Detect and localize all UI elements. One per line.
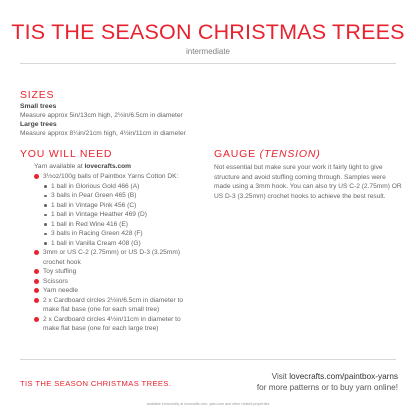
hook-size-line-1: 3mm or US C-2 (2.75mm) or US D-3 (3.25mm) xyxy=(43,249,181,256)
list-item: Yarn needle xyxy=(34,286,234,296)
yarn-color-item: 1 ball in Vanilla Cream 408 (G) xyxy=(43,239,234,249)
hook-size-line-2: crochet hook xyxy=(43,258,81,266)
small-trees-size: Measure approx 5in/13cm high, 2½in/6.5cm in diameter xyxy=(20,112,183,119)
yarn-color-item: 1 ball in Red Wine 416 (E) xyxy=(43,220,234,230)
small-trees-label: Small trees xyxy=(20,103,57,110)
list-item xyxy=(34,172,234,248)
footer-title: TIS THE SEASON CHRISTMAS TREES. xyxy=(20,379,172,388)
gauge-heading xyxy=(214,148,321,160)
yarn-colors-list xyxy=(43,182,234,249)
you-will-need-heading: YOU WILL NEED xyxy=(20,148,113,160)
footer-visit: Visit xyxy=(271,372,290,381)
fine-print: available exclusively at lovecrafts.com, yarn.com and other related properties xyxy=(146,402,270,406)
footer-link[interactable]: lovecrafts.com/paintbox-yarns xyxy=(289,372,398,381)
gauge-text: Not essential but make sure your work it fairly tight to give structure and avoid stuffing coming through. Samples were made using a 3mm hook. You can also try US C-2 (2.75mm) OR US D-3 (3.25mm) crochet hooks to achieve the best result. xyxy=(214,164,402,200)
footer-cta xyxy=(257,372,398,393)
lovecrafts-link[interactable]: lovecrafts.com xyxy=(84,163,132,170)
yarn-color-item: 3 balls in Pear Green 465 (B) xyxy=(43,191,234,201)
difficulty-label: intermediate xyxy=(185,47,231,56)
large-trees-label: Large trees xyxy=(20,121,57,128)
small-circles-line-1: 2 x Cardboard circles 2½in/6.5cm in diameter to xyxy=(43,296,183,304)
top-divider xyxy=(20,63,396,64)
gauge-heading-tension: (TENSION) xyxy=(259,148,321,160)
list-item: Scissors xyxy=(34,277,234,287)
yarn-description: 3½oz/100g balls of Paintbox Yarns Cotton DK: xyxy=(43,173,179,180)
yarn-availability-text: Yarn available at xyxy=(34,163,85,170)
materials-list xyxy=(34,172,234,334)
large-circles-line-2: make flat base (one for each large tree) xyxy=(43,325,159,332)
yarn-availability xyxy=(34,163,131,170)
yarn-color-item: 1 ball in Vintage Pink 456 (C) xyxy=(43,201,234,211)
bottom-divider xyxy=(20,359,396,360)
yarn-color-item: 3 balls in Racing Green 428 (F) xyxy=(43,229,234,239)
list-item: Toy stuffing xyxy=(34,267,234,277)
small-circles-line-2: make flat base (one for each small tree) xyxy=(43,306,160,313)
page-title: TIS THE SEASON CHRISTMAS TREES xyxy=(11,20,405,44)
list-item xyxy=(34,315,234,334)
yarn-color-item: 1 ball in Vintage Heather 469 (D) xyxy=(43,210,234,220)
large-trees-size: Measure approx 8¼in/21cm high, 4½in/11cm in diameter xyxy=(20,130,186,137)
sizes-heading: SIZES xyxy=(20,89,55,101)
yarn-color-item: 1 ball in Glorious Gold 466 (A) xyxy=(43,182,234,192)
list-item xyxy=(34,248,234,267)
footer-more: for more patterns or to buy yarn online! xyxy=(256,382,398,392)
gauge-heading-text: GAUGE xyxy=(214,148,260,160)
large-circles-line-1: 2 x Cardboard circles 4½in/11cm in diameter to xyxy=(43,315,181,323)
list-item xyxy=(34,296,234,315)
